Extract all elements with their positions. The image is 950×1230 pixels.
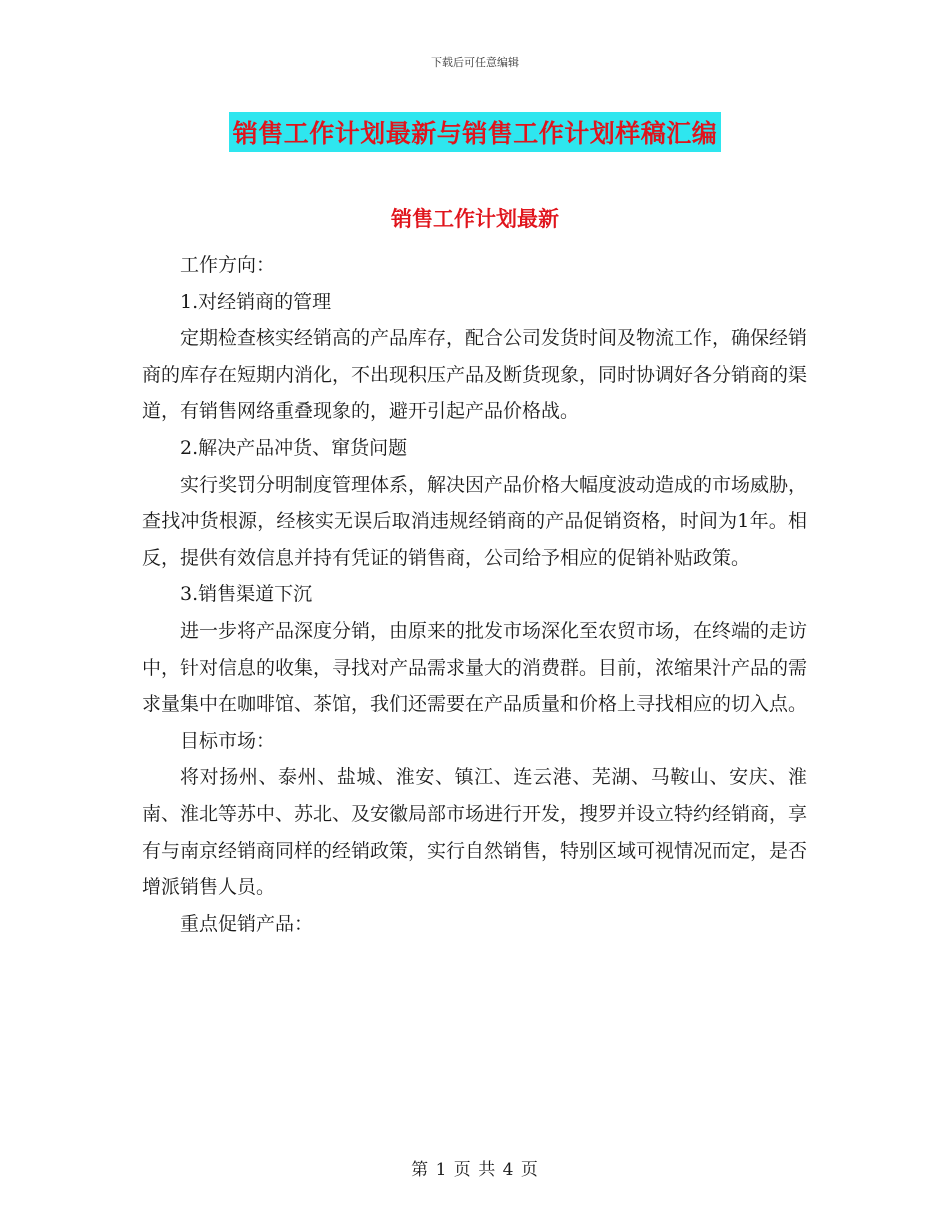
paragraph-dealer-management: 定期检查核实经销高的产品库存，配合公司发货时间及物流工作，确保经销商的库存在短期内消化，不出现积压产品及断货现象，同时协调好各分销商的渠道，有销售网络重叠现象的，避开引起产品价格战。 xyxy=(142,327,808,423)
document-body xyxy=(142,247,807,942)
paragraph-channel-sinking: 进一步将产品深度分销，由原来的批发市场深化至农贸市场，在终端的走访中，针对信息的收集，寻找对产品需求量大的消费群。目前，浓缩果汁产品的需求量集中在咖啡馆、茶馆，我们还需要在产品质量和价格上寻找相应的切入点。 xyxy=(142,619,808,716)
paragraph-target-market-heading: 目标市场： xyxy=(180,729,276,752)
document-title: 销售工作计划最新与销售工作计划样稿汇编 xyxy=(229,112,722,152)
header-note: 下载后可任意编辑 xyxy=(431,56,519,69)
paragraph-key-products-heading: 重点促销产品： xyxy=(180,912,314,935)
paragraph-cross-selling: 实行奖罚分明制度管理体系，解决因产品价格大幅度波动造成的市场威胁，查找冲货根源，经核实无误后取消违规经销商的产品促销资格，时间为1年。相反，提供有效信息并持有凭证的销售商，公司给予相应的促销补贴政策。 xyxy=(142,473,808,569)
paragraph-heading-channel-sinking: 3.销售渠道下沉 xyxy=(180,583,313,606)
page-footer: 第 1 页 共 4 页 xyxy=(411,1160,539,1180)
paragraph-heading-dealer-management: 1.对经销商的管理 xyxy=(180,290,332,313)
paragraph-work-direction: 工作方向： xyxy=(180,254,276,276)
section-title: 销售工作计划最新 xyxy=(391,207,559,231)
paragraph-target-market: 将对扬州、泰州、盐城、淮安、镇江、连云港、芜湖、马鞍山、安庆、淮南、淮北等苏中、苏北、及安徽局部市场进行开发，搜罗并设立特约经销商，享有与南京经销商同样的经销政策，实行自然销售，特别区域可视情况而定，是否增派销售人员。 xyxy=(142,766,808,899)
document-title-wrapper xyxy=(0,112,950,152)
paragraph-heading-cross-selling: 2.解决产品冲货、窜货问题 xyxy=(180,436,408,459)
